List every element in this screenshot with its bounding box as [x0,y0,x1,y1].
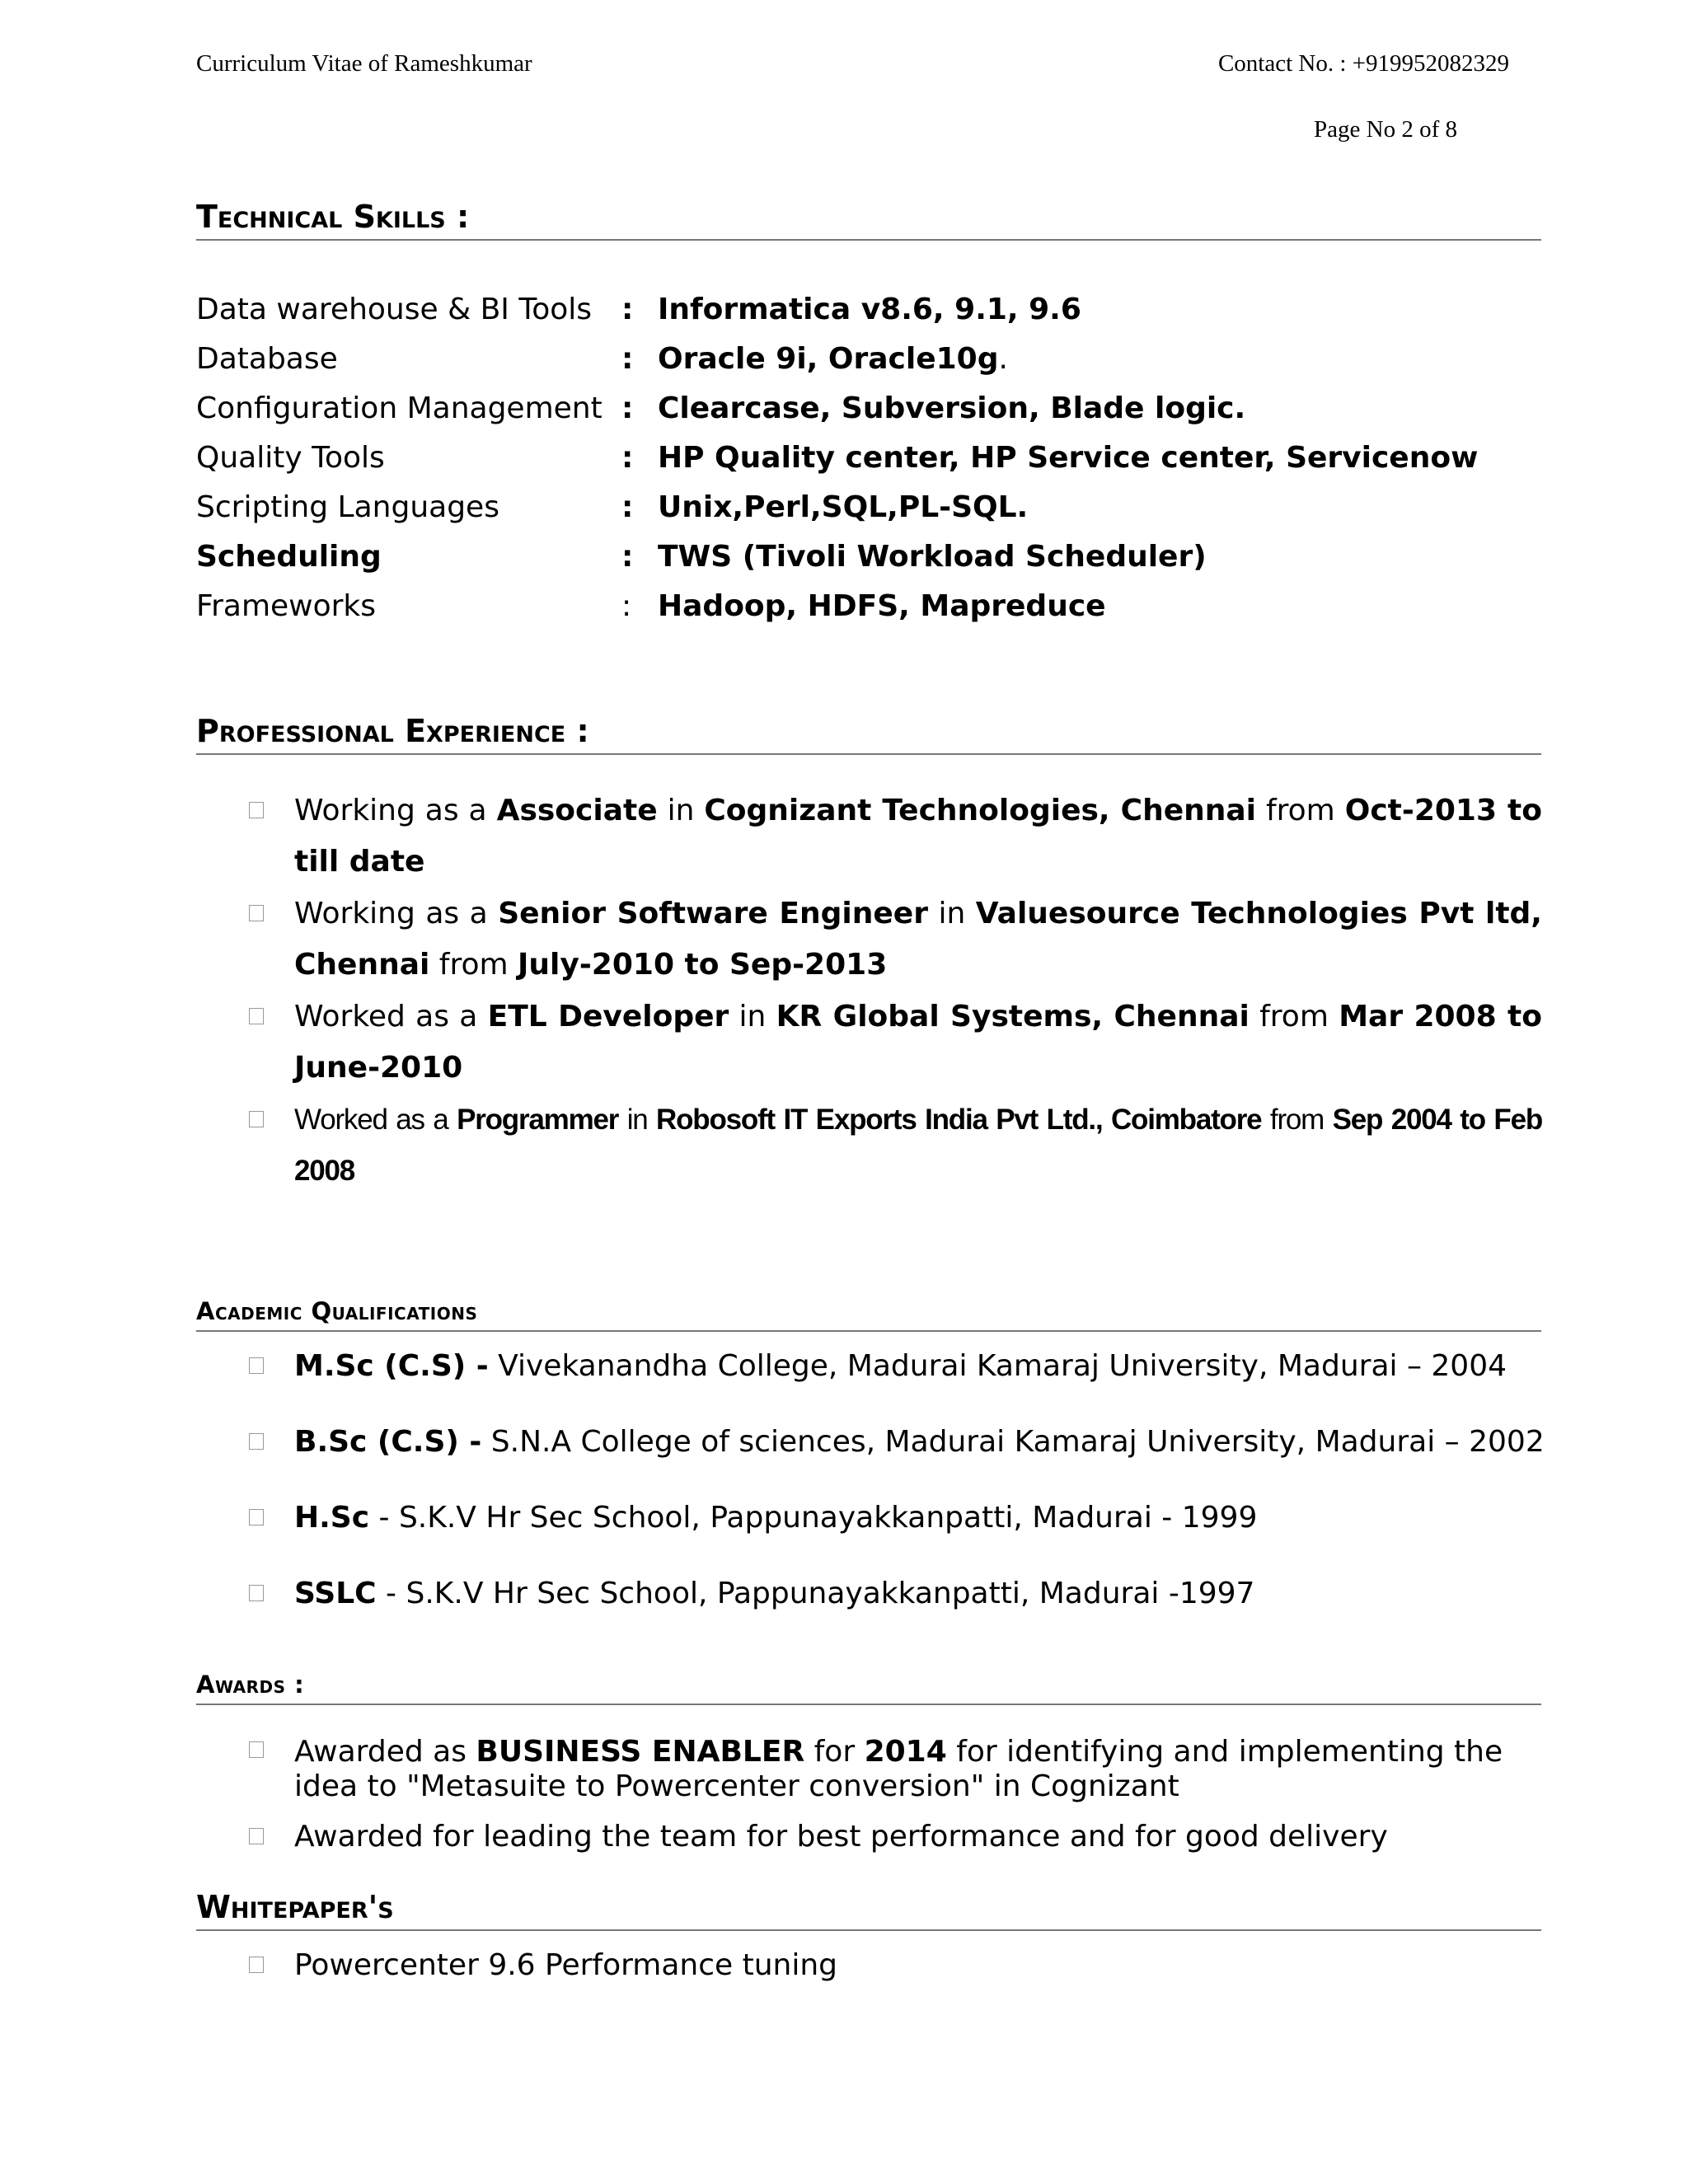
checkbox-bullet-icon [249,1828,264,1844]
skill-row [196,588,1548,625]
job-period: Mar 2008 to June-2010 [294,1000,1542,1085]
skill-row [196,341,1548,377]
qualification-detail: S.N.A College of sciences, Madurai Kamaraj University, Madurai – 2002 [481,1425,1545,1459]
cv-title: Curriculum Vitae of Rameshkumar [196,50,532,77]
skill-value-suffix: . [998,342,1008,376]
skill-label: Scheduling [196,540,382,574]
experience-item [294,1094,1542,1197]
awards-title: Awards : [196,1671,305,1699]
award-year: 2014 [864,1735,947,1769]
contact-number: Contact No. : +919952082329 [1217,50,1509,77]
job-role: Programmer [457,1104,619,1136]
checkbox-bullet-icon [249,1509,264,1526]
text-run: Worked as a [294,1000,488,1033]
qualification-item [294,1424,1545,1460]
text-run: in [729,1000,776,1033]
skill-value: HP Quality center, HP Service center, Servicenow [658,441,1479,475]
degree-name: M.Sc (C.S) - [294,1349,489,1383]
checkbox-bullet-icon [249,1957,264,1973]
awards-heading [196,1673,1541,1705]
job-role: ETL Developer [487,1000,729,1033]
skill-value-text: Oracle 9i, Oracle10g [658,342,999,376]
checkbox-bullet-icon [249,1357,264,1374]
job-period: Sep 2004 to Feb 2008 [294,1104,1543,1187]
skill-label: Configuration Management [196,391,603,425]
text-run: in [618,1104,657,1136]
skill-value [658,341,1008,377]
skill-value: TWS (Tivoli Workload Scheduler) [658,540,1207,574]
whitepapers-heading [196,1891,1541,1931]
skill-colon: : [621,293,634,326]
company-name: KR Global Systems, Chennai [776,1000,1250,1033]
skill-label: Scripting Languages [196,490,499,524]
technical-skills-heading [196,201,1541,241]
award-detail: for identifying and implementing the idea to "Metasuite to Powercenter conversion" in Cognizant [294,1735,1503,1803]
skill-row [196,292,1548,328]
skill-label: Database [196,342,338,376]
skill-label: Frameworks [196,589,377,623]
skill-colon: : [621,490,634,524]
qualification-item [294,1348,1507,1385]
job-period: July-2010 to Sep-2013 [518,948,888,982]
qualification-detail: - S.K.V Hr Sec School, Pappunayakkanpatti, Madurai - 1999 [369,1501,1258,1535]
skill-row [196,539,1548,575]
skill-row [196,490,1548,526]
checkbox-bullet-icon [249,1585,264,1601]
whitepapers-title: Whitepaper's [196,1889,394,1925]
job-role: Associate [496,794,658,827]
academic-qualifications-heading [196,1297,1541,1332]
company-name: Cognizant Technologies, Chennai [704,794,1257,827]
checkbox-bullet-icon [249,905,264,921]
professional-experience-title: Professional Experience : [196,713,589,749]
company-name: Valuesource Technologies Pvt ltd, Chennai [294,897,1542,982]
skill-value: Informatica v8.6, 9.1, 9.6 [658,293,1081,326]
checkbox-bullet-icon [249,1111,264,1127]
skill-value: Hadoop, HDFS, Mapreduce [658,589,1106,623]
skill-label: Data warehouse & BI Tools [196,293,593,326]
skill-label: Quality Tools [196,441,385,475]
experience-item [294,991,1542,1094]
skill-colon: : [621,441,634,475]
whitepaper-item: Powercenter 9.6 Performance tuning [294,1948,838,1982]
text-run: from [1249,1000,1339,1033]
checkbox-bullet-icon [249,1008,264,1024]
professional-experience-heading [196,715,1541,755]
skill-value: Unix,Perl,SQL,PL-SQL. [658,490,1029,524]
checkbox-bullet-icon [249,802,264,818]
skill-row [196,391,1548,427]
text-run: Awarded as [294,1735,476,1769]
qualification-item [294,1576,1254,1612]
qualification-detail: Vivekanandha College, Madurai Kamaraj University, Madurai – 2004 [488,1349,1507,1383]
technical-skills-title: Technical Skills : [196,199,470,235]
award-name: BUSINESS ENABLER [476,1735,805,1769]
skill-value: Clearcase, Subversion, Blade logic. [658,391,1246,425]
text-run: from [1261,1104,1333,1136]
qualification-detail: - S.K.V Hr Sec School, Pappunayakkanpatti, Madurai -1997 [376,1577,1255,1610]
academic-qualifications-title: Academic Qualifications [196,1297,478,1325]
skill-colon: : [621,589,632,623]
degree-name: B.Sc (C.S) - [294,1425,482,1459]
award-item: Awarded for leading the team for best performance and for good delivery [294,1820,1388,1854]
skill-row [196,440,1548,476]
experience-item [294,785,1542,888]
text-run: from [429,948,518,982]
text-run: for [804,1735,865,1769]
qualification-item [294,1500,1257,1536]
text-run: Worked as a [294,1104,457,1136]
checkbox-bullet-icon [249,1741,264,1758]
experience-item [294,888,1542,991]
degree-name: H.Sc [294,1501,370,1535]
text-run: Working as a [294,897,499,930]
job-role: Senior Software Engineer [498,897,928,930]
text-run: Working as a [294,794,497,827]
text-run: from [1256,794,1345,827]
skill-colon: : [621,342,634,376]
page-number: Page No 2 of 8 [1314,116,1457,143]
skill-colon: : [621,391,634,425]
skill-colon: : [621,540,634,574]
award-item [294,1735,1542,1804]
degree-name: SSLC [294,1577,377,1610]
checkbox-bullet-icon [249,1433,264,1450]
text-run: in [657,794,705,827]
company-name: Robosoft IT Exports India Pvt Ltd., Coimbatore [656,1104,1262,1136]
text-run: in [927,897,976,930]
job-period: Oct-2013 to till date [294,794,1542,879]
